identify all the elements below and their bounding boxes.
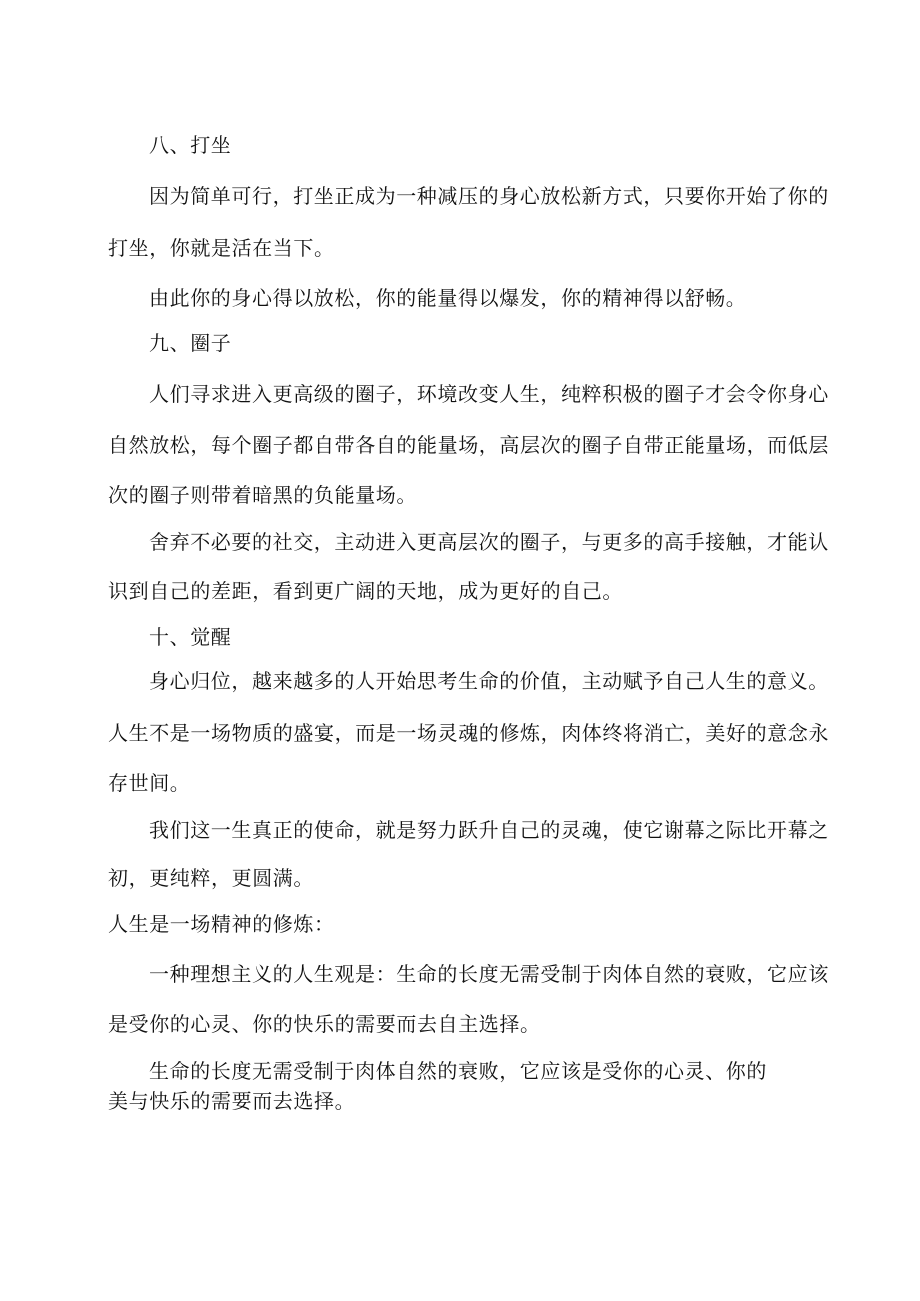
closing-heading: 人生是一场精神的修炼： (108, 912, 335, 936)
paragraph-line: 是受你的心灵、你的快乐的需要而去自主选择。 (108, 1012, 541, 1036)
paragraph-line: 次的圈子则带着暗黑的负能量场。 (108, 483, 417, 507)
paragraph-line: 打坐，你就是活在当下。 (108, 236, 335, 260)
section-heading-nine: 九、圈子 (149, 331, 232, 355)
paragraph-line: 存世间。 (108, 771, 191, 795)
paragraph-line: 识到自己的差距，看到更广阔的天地，成为更好的自己。 (108, 579, 623, 603)
paragraph-line: 生命的长度无需受制于肉体自然的衰败，它应该是受你的心灵、你的 (149, 1059, 767, 1083)
paragraph-line: 初，更纯粹，更圆满。 (108, 866, 314, 890)
paragraph-line: 我们这一生真正的使命，就是努力跃升自己的灵魂，使它谢幕之际比开幕之 (149, 818, 829, 842)
paragraph-line: 自然放松，每个圈子都自带各自的能量场，高层次的圈子自带正能量场，而低层 (108, 433, 829, 457)
paragraph-line: 因为简单可行，打坐正成为一种减压的身心放松新方式，只要你开始了你的 (149, 184, 829, 208)
paragraph-line: 人生不是一场物质的盛宴，而是一场灵魂的修炼，肉体终将消亡，美好的意念永 (108, 721, 829, 745)
paragraph-line: 美与快乐的需要而去选择。 (108, 1089, 356, 1113)
paragraph-line: 人们寻求进入更高级的圈子，环境改变人生，纯粹积极的圈子才会令你身心 (149, 382, 829, 406)
paragraph-line: 一种理想主义的人生观是：生命的长度无需受制于肉体自然的衰败，它应该 (149, 962, 829, 986)
paragraph-line: 身心归位，越来越多的人开始思考生命的价值，主动赋予自己人生的意义。 (149, 669, 829, 693)
section-heading-eight: 八、打坐 (149, 133, 232, 157)
paragraph-line: 由此你的身心得以放松，你的能量得以爆发，你的精神得以舒畅。 (149, 286, 747, 310)
paragraph-line: 舍弃不必要的社交，主动进入更高层次的圈子，与更多的高手接触，才能认 (149, 530, 829, 554)
section-heading-ten: 十、觉醒 (149, 625, 232, 649)
